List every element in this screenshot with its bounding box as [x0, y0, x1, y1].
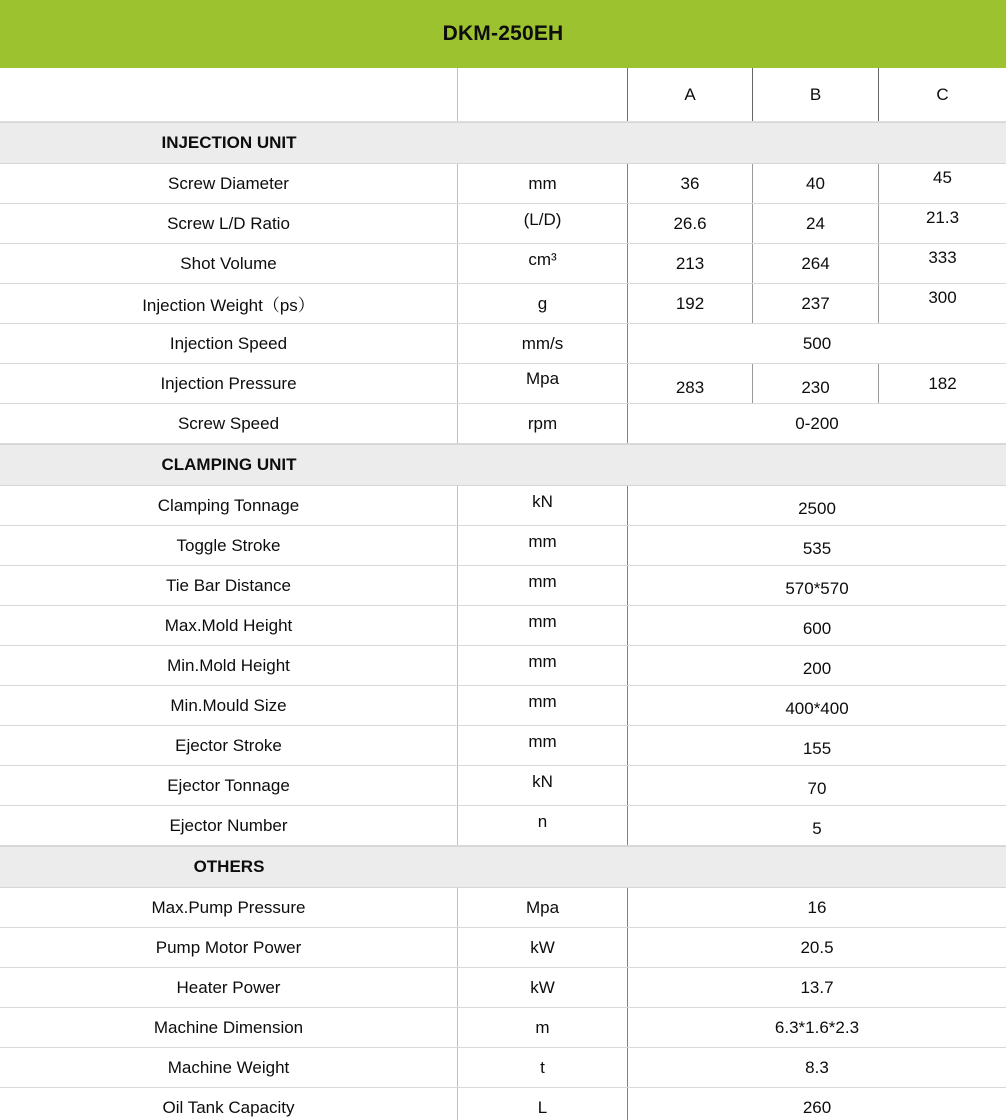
spec-row: [0, 686, 1006, 726]
spec-section: [0, 846, 1006, 1120]
spec-value-b: 24: [753, 204, 879, 243]
section-title: OTHERS: [193, 857, 265, 876]
spec-unit-cell: kW: [458, 928, 628, 967]
spec-value-merged: 5: [812, 818, 822, 838]
spec-value-merged: 8.3: [805, 1057, 829, 1077]
spec-value-a: 192: [628, 284, 753, 323]
spec-value-b: 264: [753, 244, 879, 283]
unit-column-header: [458, 68, 628, 121]
spec-value-merged: 0-200: [795, 413, 839, 433]
spec-label-cell: Oil Tank Capacity: [0, 1088, 458, 1120]
spec-unit-cell: t: [458, 1048, 628, 1087]
spec-value-b: 230: [753, 364, 879, 403]
spec-label-cell: Injection Weight（ps）: [0, 284, 458, 323]
spec-value-merged: 260: [802, 1097, 832, 1117]
spec-value-merged: 600: [802, 618, 832, 638]
spec-unit-cell: mm/s: [458, 324, 628, 363]
spec-label-cell: Injection Pressure: [0, 364, 458, 403]
column-header-row: [0, 68, 1006, 122]
section-header-row: [0, 122, 1006, 164]
spec-label-cell: Injection Speed: [0, 324, 458, 363]
spec-label-cell: Max.Mold Height: [0, 606, 458, 645]
spec-unit-cell: mm: [458, 566, 628, 605]
spec-label-cell: Screw Speed: [0, 404, 458, 443]
spec-unit-cell: Mpa: [458, 364, 628, 403]
spec-row: [0, 364, 1006, 404]
spec-label-cell: Min.Mold Height: [0, 646, 458, 685]
spec-row: [0, 888, 1006, 928]
spec-value-b: 237: [753, 284, 879, 323]
spec-unit-cell: mm: [458, 726, 628, 765]
spec-unit-cell: cm³: [458, 244, 628, 283]
spec-value-a: 213: [628, 244, 753, 283]
spec-section: [0, 444, 1006, 846]
spec-label-cell: Max.Pump Pressure: [0, 888, 458, 927]
spec-value-merged: 20.5: [800, 937, 834, 957]
section-title: CLAMPING UNIT: [161, 455, 297, 474]
spec-label-cell: Screw Diameter: [0, 164, 458, 203]
spec-row: [0, 284, 1006, 324]
spec-unit-cell: g: [458, 284, 628, 323]
spec-row: [0, 566, 1006, 606]
spec-row: [0, 324, 1006, 364]
spec-value-merged: 70: [807, 778, 827, 798]
spec-unit-cell: kN: [458, 766, 628, 805]
spec-row: [0, 606, 1006, 646]
model-title: DKM-250EH: [442, 22, 564, 45]
spec-row: [0, 404, 1006, 444]
spec-unit-cell: mm: [458, 646, 628, 685]
spec-unit-cell: (L/D): [458, 204, 628, 243]
spec-unit-cell: L: [458, 1088, 628, 1120]
spec-value-c: 45: [933, 167, 952, 187]
spec-label-cell: Clamping Tonnage: [0, 486, 458, 525]
spec-row: [0, 204, 1006, 244]
spec-label-cell: Toggle Stroke: [0, 526, 458, 565]
spec-value-merged: 535: [802, 538, 832, 558]
label-column-header: [0, 68, 458, 121]
spec-row: [0, 164, 1006, 204]
section-header-row: [0, 846, 1006, 888]
spec-value-merged: 13.7: [800, 977, 834, 997]
spec-value-merged: 2500: [798, 498, 836, 518]
section-rows: [0, 164, 1006, 444]
spec-row: [0, 1088, 1006, 1120]
spec-row: [0, 244, 1006, 284]
spec-unit-cell: Mpa: [458, 888, 628, 927]
spec-unit-cell: mm: [458, 606, 628, 645]
spec-unit-cell: m: [458, 1008, 628, 1047]
variant-header-b: B: [753, 68, 879, 121]
spec-row: [0, 726, 1006, 766]
spec-value-merged: 570*570: [785, 578, 849, 598]
section-rows: [0, 888, 1006, 1120]
spec-label-cell: Machine Dimension: [0, 1008, 458, 1047]
spec-value-merged: 400*400: [785, 698, 849, 718]
spec-value-merged: 16: [807, 897, 827, 917]
spec-label-cell: Machine Weight: [0, 1048, 458, 1087]
spec-row: [0, 806, 1006, 846]
spec-label-cell: Min.Mould Size: [0, 686, 458, 725]
spec-row: [0, 928, 1006, 968]
section-header-row: [0, 444, 1006, 486]
spec-value-c: 333: [928, 247, 957, 267]
spec-value-merged: 200: [802, 658, 832, 678]
variant-header-c: C: [936, 84, 949, 104]
spec-value-c: 300: [928, 287, 957, 307]
spec-row: [0, 968, 1006, 1008]
section-rows: [0, 486, 1006, 846]
spec-section: [0, 122, 1006, 444]
section-title: INJECTION UNIT: [161, 133, 297, 152]
spec-row: [0, 1048, 1006, 1088]
spec-unit-cell: rpm: [458, 404, 628, 443]
spec-row: [0, 1008, 1006, 1048]
spec-unit-cell: mm: [458, 686, 628, 725]
spec-unit-cell: n: [458, 806, 628, 845]
spec-row: [0, 766, 1006, 806]
spec-value-c: 21.3: [925, 207, 960, 227]
spec-label-cell: Ejector Number: [0, 806, 458, 845]
spec-unit-cell: kW: [458, 968, 628, 1007]
spec-value-a: 36: [628, 164, 753, 203]
spec-value-a: 283: [628, 364, 753, 403]
spec-row: [0, 486, 1006, 526]
spec-label-cell: Pump Motor Power: [0, 928, 458, 967]
spec-unit-cell: mm: [458, 526, 628, 565]
spec-value-merged: 6.3*1.6*2.3: [774, 1017, 860, 1037]
spec-value-b: 40: [753, 164, 879, 203]
spec-label-cell: Tie Bar Distance: [0, 566, 458, 605]
spec-table: [0, 68, 1006, 1120]
spec-value-a: 26.6: [628, 204, 753, 243]
variant-header-a: A: [628, 68, 753, 121]
spec-row: [0, 646, 1006, 686]
spec-unit-cell: kN: [458, 486, 628, 525]
spec-sections: [0, 122, 1006, 1120]
spec-label-cell: Ejector Tonnage: [0, 766, 458, 805]
spec-unit-cell: mm: [458, 164, 628, 203]
spec-value-c: 182: [928, 373, 957, 393]
spec-row: [0, 526, 1006, 566]
spec-label-cell: Ejector Stroke: [0, 726, 458, 765]
spec-label-cell: Shot Volume: [0, 244, 458, 283]
spec-label-cell: Heater Power: [0, 968, 458, 1007]
spec-value-merged: 500: [802, 333, 832, 353]
spec-value-merged: 155: [802, 738, 832, 758]
model-header: [0, 0, 1006, 68]
spec-label-cell: Screw L/D Ratio: [0, 204, 458, 243]
